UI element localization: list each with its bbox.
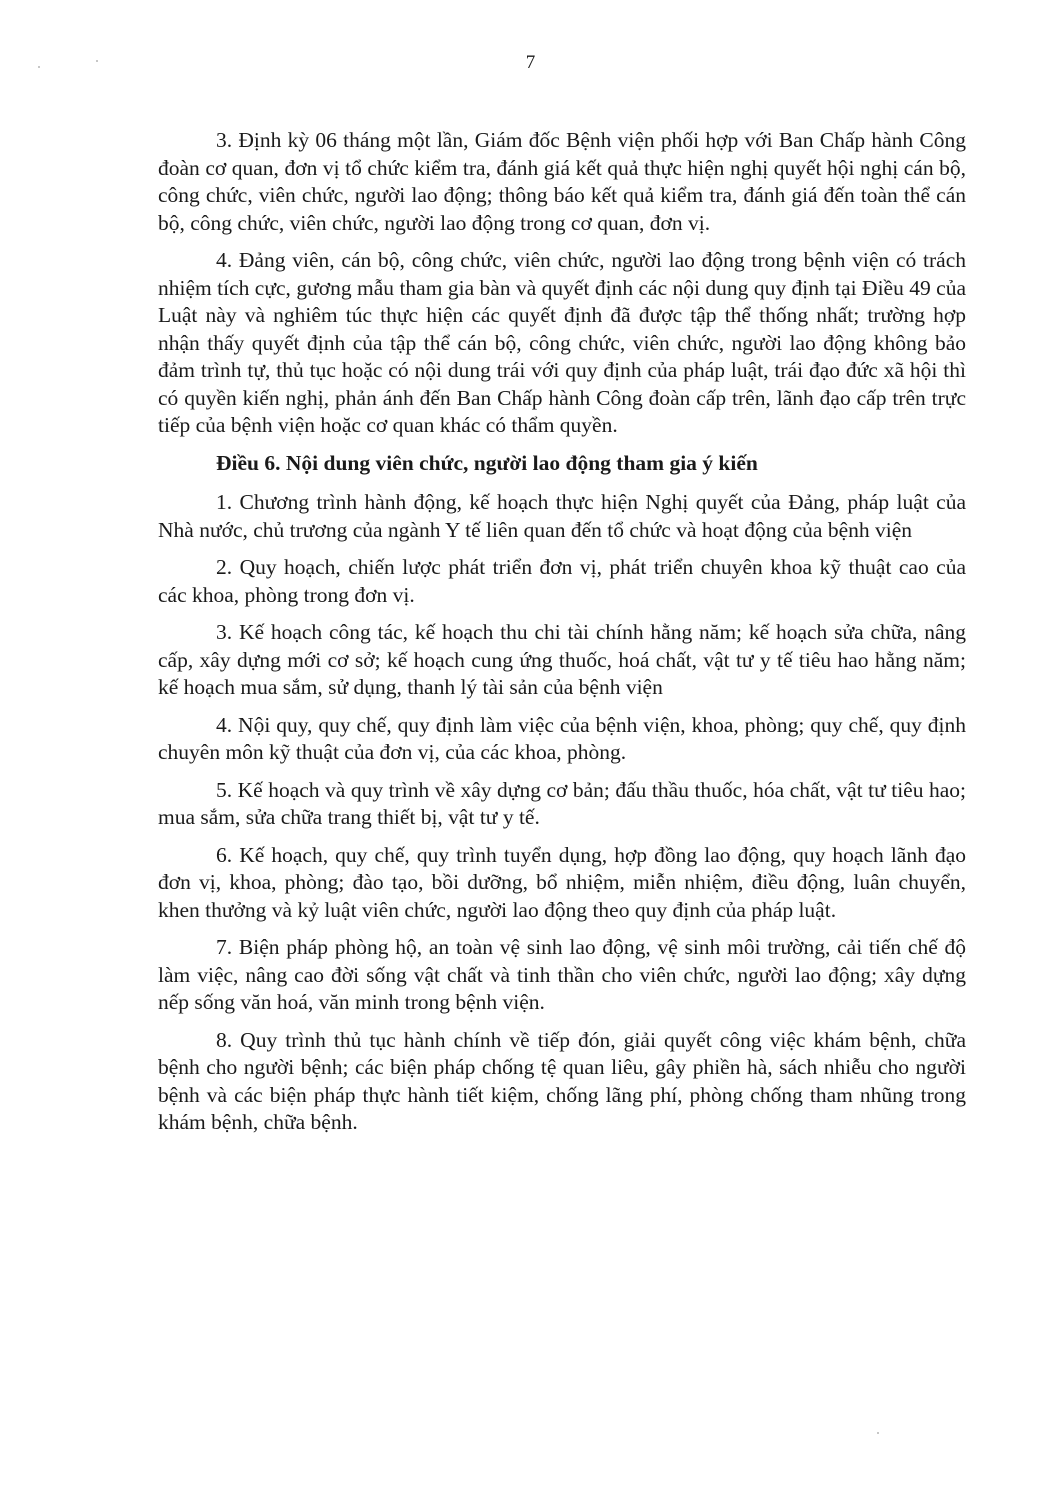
article-6-item-8: 8. Quy trình thủ tục hành chính về tiếp đón, giải quyết công việc khám bệnh, chữa bệnh cho người bệnh; các biện pháp chống tệ quan liêu, gây phiền hà, sách nhiễu cho người bệnh và các biện pháp thực hành tiết kiệm, chống lãng phí, phòng chống tham nhũng trong khám bệnh, chữa bệnh. [158, 1027, 966, 1134]
document-body [158, 127, 966, 1147]
article-6-item-1: 1. Chương trình hành động, kế hoạch thực hiện Nghị quyết của Đảng, pháp luật của Nhà nước, chủ trương của ngành Y tế liên quan đến tổ chức và hoạt động của bệnh viện [158, 490, 966, 542]
article-6-item-7: 7. Biện pháp phòng hộ, an toàn vệ sinh lao động, vệ sinh môi trường, cải tiến chế độ làm việc, nâng cao đời sống vật chất và tinh thần cho viên chức, người lao động; xây dựng nếp sống văn hoá, văn minh trong bệnh viện. [158, 935, 966, 1014]
page-number: 7 [525, 52, 536, 73]
scan-speck [877, 1432, 879, 1434]
article-6-item-3: 3. Kế hoạch công tác, kế hoạch thu chi tài chính hằng năm; kế hoạch sửa chữa, nâng cấp, xây dựng mới cơ sở; kế hoạch cung ứng thuốc, hoá chất, vật tư y tế tiêu hao hằng năm; kế hoạch mua sắm, sử dụng, thanh lý tài sản của bệnh viện [158, 620, 966, 699]
article-6-item-5: 5. Kế hoạch và quy trình về xây dựng cơ bản; đấu thầu thuốc, hóa chất, vật tư tiêu hao; mua sắm, sửa chữa trang thiết bị, vật tư y tế. [158, 777, 966, 829]
article-6-item-2: 2. Quy hoạch, chiến lược phát triển đơn vị, phát triển chuyên khoa kỹ thuật cao của các khoa, phòng trong đơn vị. [158, 555, 966, 607]
article-6-heading: Điều 6. Nội dung viên chức, người lao động tham gia ý kiến [216, 450, 758, 475]
article-6-item-6: 6. Kế hoạch, quy chế, quy trình tuyển dụng, hợp đồng lao động, quy hoạch lãnh đạo đơn vị, khoa, phòng; đào tạo, bồi dưỡng, bổ nhiệm, miễn nhiệm, điều động, luân chuyển, khen thưởng và kỷ luật viên chức, người lao động theo quy định của pháp luật. [158, 842, 966, 922]
paragraph-clause-3: 3. Định kỳ 06 tháng một lần, Giám đốc Bệnh viện phối hợp với Ban Chấp hành Công đoàn cơ quan, đơn vị tổ chức kiểm tra, đánh giá kết quả thực hiện nghị quyết hội nghị cán bộ, công chức, viên chức, người lao động; thông báo kết quả kiểm tra, đánh giá đến toàn thể cán bộ, công chức, viên chức, người lao động trong cơ quan, đơn vị. [158, 128, 966, 235]
paragraph-clause-4: 4. Đảng viên, cán bộ, công chức, viên chức, người lao động trong bệnh viện có trách nhiệm tích cực, gương mẫu tham gia bàn và quyết định các nội dung quy định tại Điều 49 của Luật này và nghiêm túc thực hiện các quyết định đã được tập thể thống nhất; trường hợp nhận thấy quyết định của tập thể cán bộ, công chức, viên chức, người lao động không bảo đảm trình tự, thủ tục hoặc có nội dung trái với quy định của pháp luật, trái đạo đức xã hội thì có quyền kiến nghị, phản ánh đến Ban Chấp hành Công đoàn cấp trên, lãnh đạo cấp trên trực tiếp của bệnh viện hoặc cơ quan khác có thẩm quyền. [158, 248, 966, 437]
article-6-item-4: 4. Nội quy, quy chế, quy định làm việc của bệnh viện, khoa, phòng; quy chế, quy định chuyên môn kỹ thuật của đơn vị, của các khoa, phòng. [158, 712, 966, 764]
